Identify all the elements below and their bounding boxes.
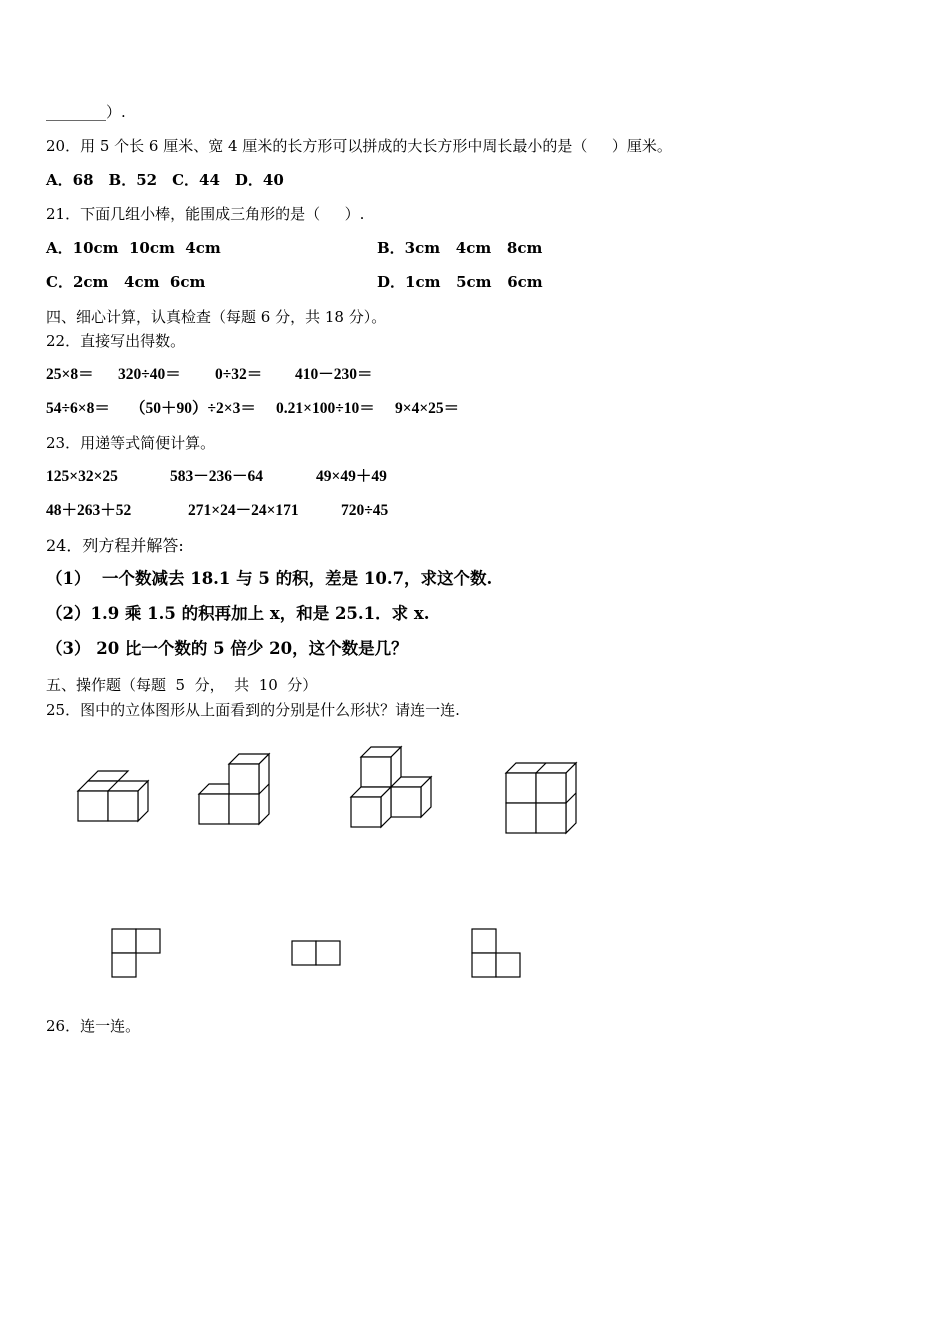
question-21: 21．下面几组小棒，能围成三角形的是（ ）. bbox=[46, 205, 365, 223]
top-view-3 bbox=[471, 928, 523, 980]
solid-figure-3 bbox=[346, 742, 436, 832]
q22-expression: （50＋90）÷2×3＝ bbox=[130, 400, 256, 417]
answer-blank-line: ________）. bbox=[46, 103, 126, 121]
section-4-title: 四、细心计算，认真检查（每题 6 分，共 18 分）。 bbox=[46, 308, 387, 326]
question-24-item: （3） 20 比一个数的 5 倍少 20，这个数是几？ bbox=[46, 639, 408, 658]
q22-expression: 410－230＝ bbox=[295, 366, 373, 383]
solid-figure-1 bbox=[74, 767, 154, 825]
q23-expression: 48＋263＋52 bbox=[46, 502, 132, 519]
q22-expression: 0÷32＝ bbox=[215, 366, 263, 383]
question-20: 20．用 5 个长 6 厘米、宽 4 厘米的长方形可以拼成的大长方形中周长最小的是（ ）厘米。 bbox=[46, 137, 672, 155]
question-24-item: （2）1.9 乘 1.5 的积再加上 x，和是 25.1．求 x. bbox=[46, 604, 430, 623]
q22-expression: 25×8＝ bbox=[46, 366, 94, 383]
top-view-2 bbox=[291, 940, 343, 968]
question-21-option-d: D．1cm 5cm 6cm bbox=[377, 273, 543, 291]
solid-figure-2 bbox=[195, 750, 275, 830]
question-25: 25．图中的立体图形从上面看到的分别是什么形状？请连一连. bbox=[46, 701, 460, 719]
section-5-title: 五、操作题（每题 5 分， 共 10 分） bbox=[46, 676, 318, 694]
solid-figure-4 bbox=[502, 759, 582, 837]
question-26: 26．连一连。 bbox=[46, 1017, 141, 1035]
q23-expression: 583－236－64 bbox=[170, 468, 264, 485]
question-20-options: A．68 B．52 C．44 D．40 bbox=[46, 171, 284, 189]
question-21-option-a: A．10cm 10cm 4cm bbox=[46, 239, 221, 257]
question-21-option-b: B．3cm 4cm 8cm bbox=[377, 239, 543, 257]
q22-expression: 320÷40＝ bbox=[118, 366, 181, 383]
q23-expression: 720÷45 bbox=[341, 502, 389, 519]
q23-expression: 125×32×25 bbox=[46, 468, 118, 485]
q23-expression: 271×24－24×171 bbox=[188, 502, 299, 519]
question-21-option-c: C．2cm 4cm 6cm bbox=[46, 273, 206, 291]
top-view-1 bbox=[111, 928, 163, 980]
q22-expression: 0.21×100÷10＝ bbox=[276, 400, 375, 417]
question-23: 23．用递等式简便计算。 bbox=[46, 434, 216, 452]
question-22: 22．直接写出得数。 bbox=[46, 332, 186, 350]
q23-expression: 49×49＋49 bbox=[316, 468, 387, 485]
question-24-item: （1） 一个数减去 18.1 与 5 的积，差是 10.7，求这个数. bbox=[46, 569, 493, 588]
q22-expression: 9×4×25＝ bbox=[395, 400, 460, 417]
question-24: 24．列方程并解答: bbox=[46, 536, 184, 555]
q22-expression: 54÷6×8＝ bbox=[46, 400, 110, 417]
